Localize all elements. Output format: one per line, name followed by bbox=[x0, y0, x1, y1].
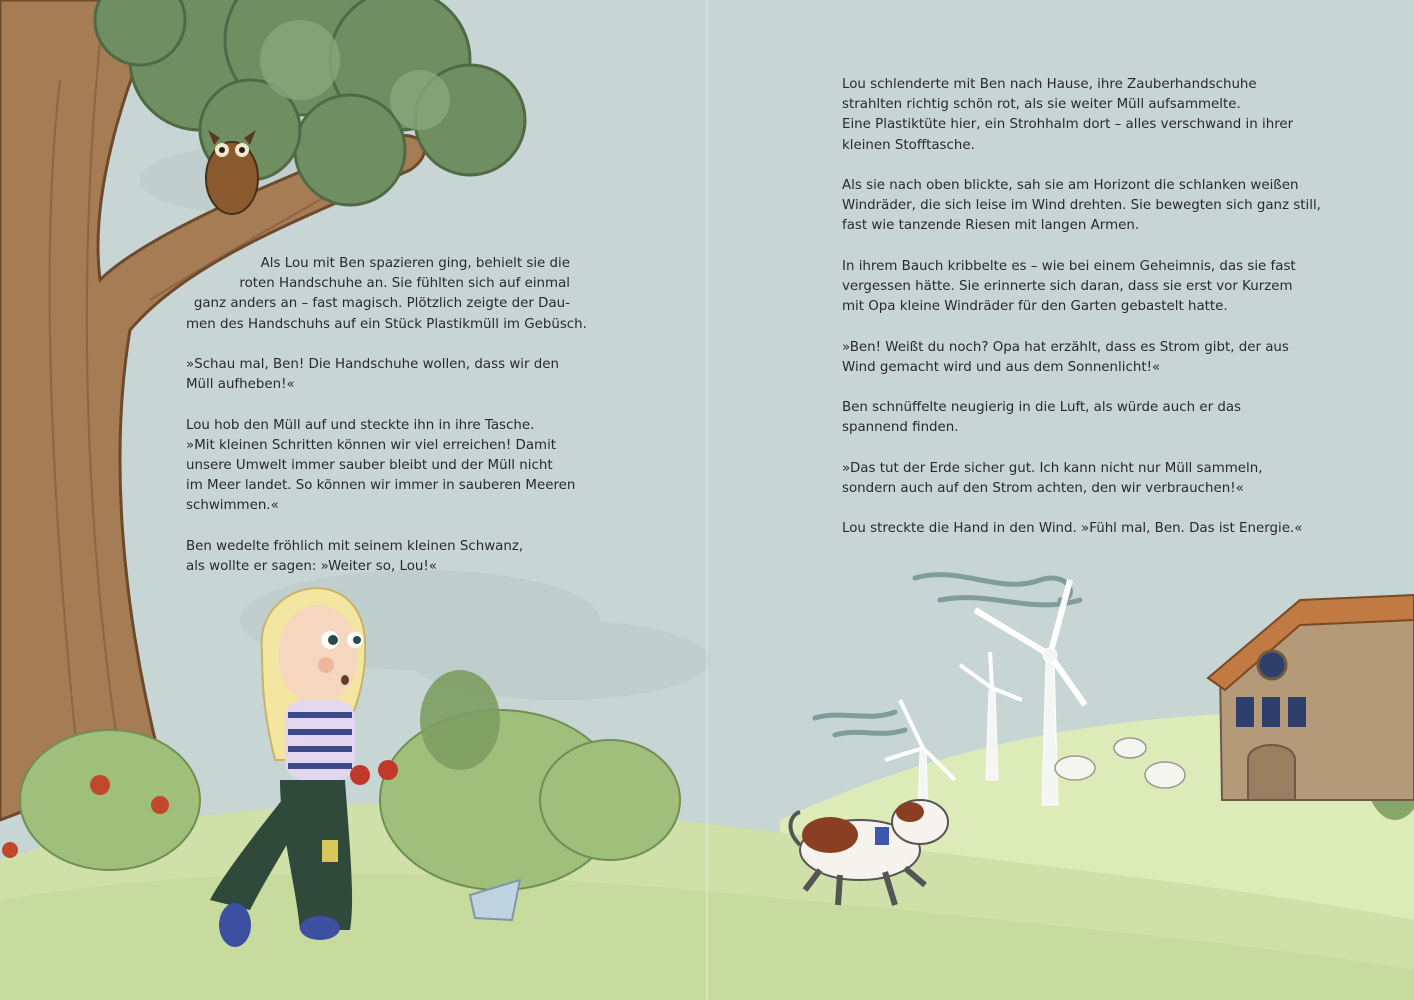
text-line: kleinen Stofftasche. bbox=[842, 137, 975, 153]
book-gutter bbox=[706, 0, 708, 1000]
text-line: fast wie tanzende Riesen mit langen Armen. bbox=[842, 218, 1140, 234]
right-paragraph-1 bbox=[842, 75, 1302, 156]
text-line: »Das tut der Erde sicher gut. Ich kann nicht nur Müll sammeln, bbox=[842, 460, 1263, 476]
text-line: unsere Umwelt immer sauber bleibt und der Müll nicht bbox=[186, 458, 553, 473]
text-line: Lou schlenderte mit Ben nach Hause, ihre Zauberhandschuhe bbox=[842, 77, 1257, 92]
text-line: »Ben! Weißt du noch? Opa hat erzählt, dass es Strom gibt, der aus bbox=[842, 339, 1289, 355]
text-line: Windräder, die sich leise im Wind drehten. Sie bewegten sich ganz still, bbox=[842, 198, 1321, 214]
text-line: Eine Plastiktüte hier, ein Strohhalm dort – alles verschwand in ihrer bbox=[842, 117, 1294, 133]
text-line: im Meer landet. So können wir immer in sauberen Meeren bbox=[186, 478, 576, 494]
text-line: »Schau mal, Ben! Die Handschuhe wollen, dass wir den bbox=[186, 357, 559, 372]
right-page-text bbox=[842, 75, 1321, 560]
owl bbox=[206, 130, 258, 214]
text-line: roten Handschuhe an. Sie fühlten sich auf einmal bbox=[239, 276, 570, 292]
left-paragraph-4 bbox=[186, 537, 570, 577]
text-line: Als Lou mit Ben spazieren ging, behielt sie die bbox=[260, 256, 570, 271]
text-line: als wollte er sagen: »Weiter so, Lou!« bbox=[186, 559, 437, 574]
text-line: Ben wedelte fröhlich mit seinem kleinen Schwanz, bbox=[186, 538, 524, 554]
text-line: »Mit kleinen Schritten können wir viel erreichen! Damit bbox=[186, 437, 557, 453]
text-line: spannend finden. bbox=[842, 420, 959, 436]
text-line: Lou hob den Müll auf und steckte ihn in ihre Tasche. bbox=[186, 417, 535, 433]
left-page-text bbox=[186, 254, 587, 597]
text-line: Ben schnüffelte neugierig in die Luft, als würde auch er das bbox=[842, 400, 1242, 416]
text-line: men des Handschuhs auf ein Stück Plastikmüll im Gebüsch. bbox=[186, 316, 587, 332]
text-line: mit Opa kleine Windräder für den Garten gebastelt hatte. bbox=[842, 299, 1228, 315]
right-paragraph-7 bbox=[842, 519, 1302, 539]
text-line: Wind gemacht wird und aus dem Sonnenlicht!« bbox=[842, 359, 1161, 375]
text-line: schwimmen.« bbox=[186, 498, 279, 514]
right-paragraph-2 bbox=[842, 176, 1321, 237]
right-paragraph-6 bbox=[842, 459, 1302, 499]
left-paragraph-1 bbox=[186, 254, 587, 335]
left-paragraph-3 bbox=[186, 416, 576, 517]
right-paragraph-3 bbox=[842, 257, 1302, 318]
text-line: ganz anders an – fast magisch. Plötzlich zeigte der Dau- bbox=[193, 296, 570, 312]
text-line: Müll aufheben!« bbox=[186, 377, 295, 393]
text-line: sondern auch auf den Strom achten, den wir verbrauchen!« bbox=[842, 480, 1244, 496]
left-paragraph-2 bbox=[186, 355, 570, 395]
right-paragraph-5 bbox=[842, 398, 1302, 438]
text-line: Als sie nach oben blickte, sah sie am Horizont die schlanken weißen bbox=[842, 178, 1299, 193]
text-line: Lou streckte die Hand in den Wind. »Fühl mal, Ben. Das ist Energie.« bbox=[842, 521, 1303, 537]
right-paragraph-4 bbox=[842, 338, 1302, 378]
text-line: vergessen hätte. Sie erinnerte sich daran, dass sie erst vor Kurzem bbox=[842, 279, 1293, 294]
text-line: strahlten richtig schön rot, als sie weiter Müll aufsammelte. bbox=[842, 97, 1241, 113]
text-line: In ihrem Bauch kribbelte es – wie bei einem Geheimnis, das sie fast bbox=[842, 258, 1296, 274]
